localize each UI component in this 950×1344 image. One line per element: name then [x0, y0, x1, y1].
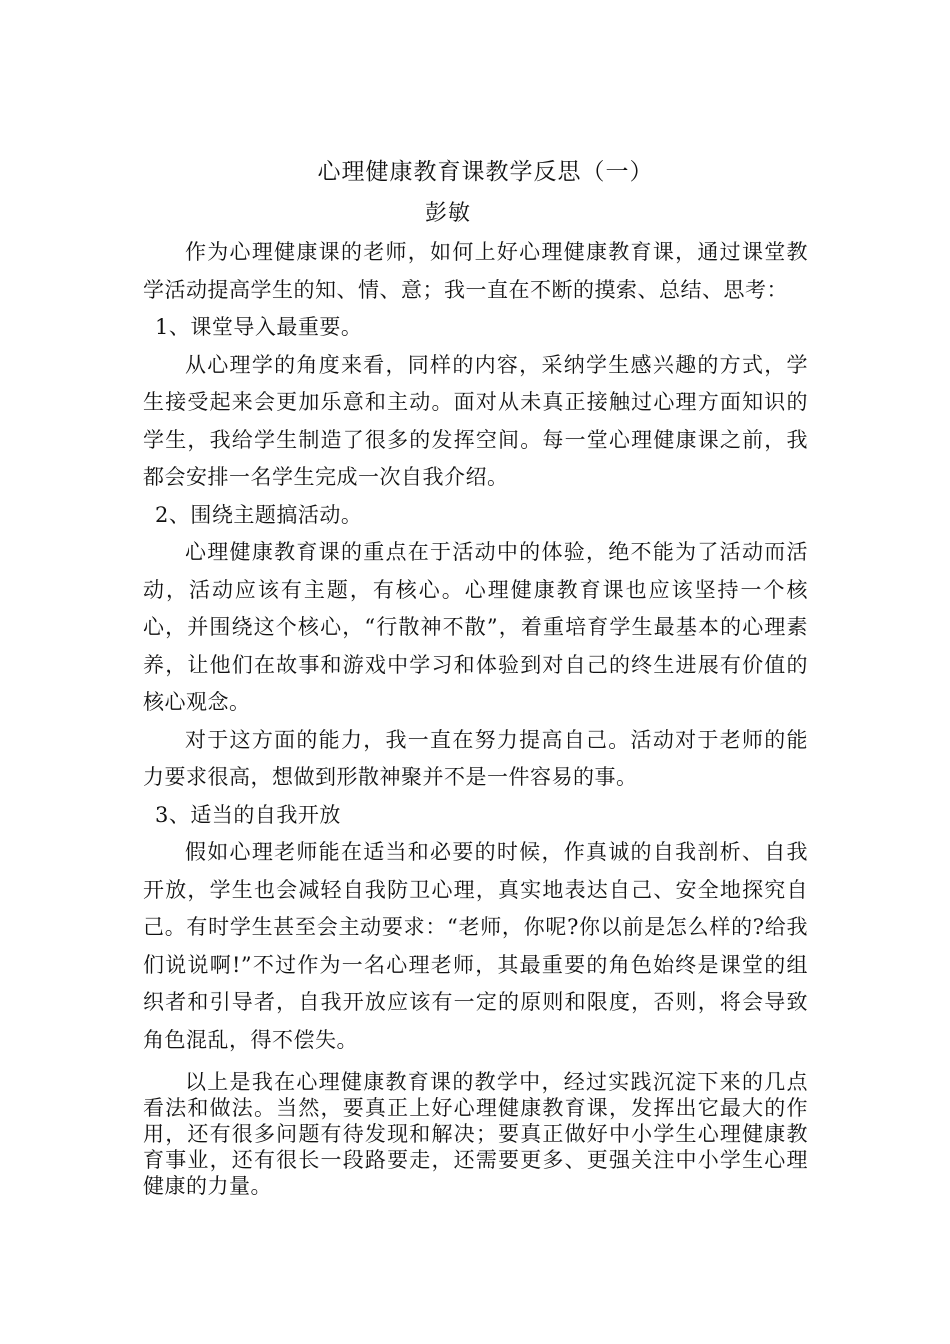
section-3-paragraph: 假如心理老师能在适当和必要的时候，作真诚的自我剖析、自我开放，学生也会减轻自我防卫心理，真实地表达自己、安全地探究自己。有时学生甚至会主动要求：“老师，你呢?你以前是怎么样的?给我们说说啊!”不过作为一名心理老师，其最重要的角色始终是课堂的组织者和引导者，自我开放应该有一定的原则和限度，否则，将会导致角色混乱，得不偿失。: [143, 840, 808, 1052]
section-1-heading: 1、课堂导入最重要。: [155, 315, 363, 339]
section-2-paragraph-2: 对于这方面的能力，我一直在努力提高自己。活动对于老师的能力要求很高，想做到形散神聚并不是一件容易的事。: [143, 727, 808, 789]
section-3-heading: 3、适当的自我开放: [155, 802, 341, 827]
section-2-heading: 2、围绕主题搞活动。: [155, 502, 363, 527]
document-author: 彭敏: [425, 201, 472, 226]
intro-paragraph: 作为心理健康课的老师，如何上好心理健康教育课，通过课堂教学活动提高学生的知、情、意；我一直在不断的摸索、总结、思考：: [143, 240, 808, 302]
section-2-paragraph-1: 心理健康教育课的重点在于活动中的体验，绝不能为了活动而活动，活动应该有主题，有核心。心理健康教育课也应该坚持一个核心，并围绕这个核心，“行散神不散”，着重培育学生最基本的心理素养，让他们在故事和游戏中学习和体验到对自己的终生进展有价值的核心观念。: [143, 540, 808, 714]
document-title: 心理健康教育课教学反思（一）: [317, 159, 654, 185]
conclusion-paragraph: 以上是我在心理健康教育课的教学中，经过实践沉淀下来的几点看法和做法。当然，要真正上好心理健康教育课，发挥出它最大的作用，还有很多问题有待发现和解决；要真正做好中小学生心理健康教育事业，还有很长一段路要走，还需要更多、更强关注中小学生心理健康的力量。: [143, 1070, 808, 1198]
section-1-paragraph: 从心理学的角度来看，同样的内容，采纳学生感兴趣的方式，学生接受起来会更加乐意和主动。面对从未真正接触过心理方面知识的学生，我给学生制造了很多的发挥空间。每一堂心理健康课之前，我都会安排一名学生完成一次自我介绍。: [143, 352, 808, 489]
document-body: [143, 150, 808, 1199]
